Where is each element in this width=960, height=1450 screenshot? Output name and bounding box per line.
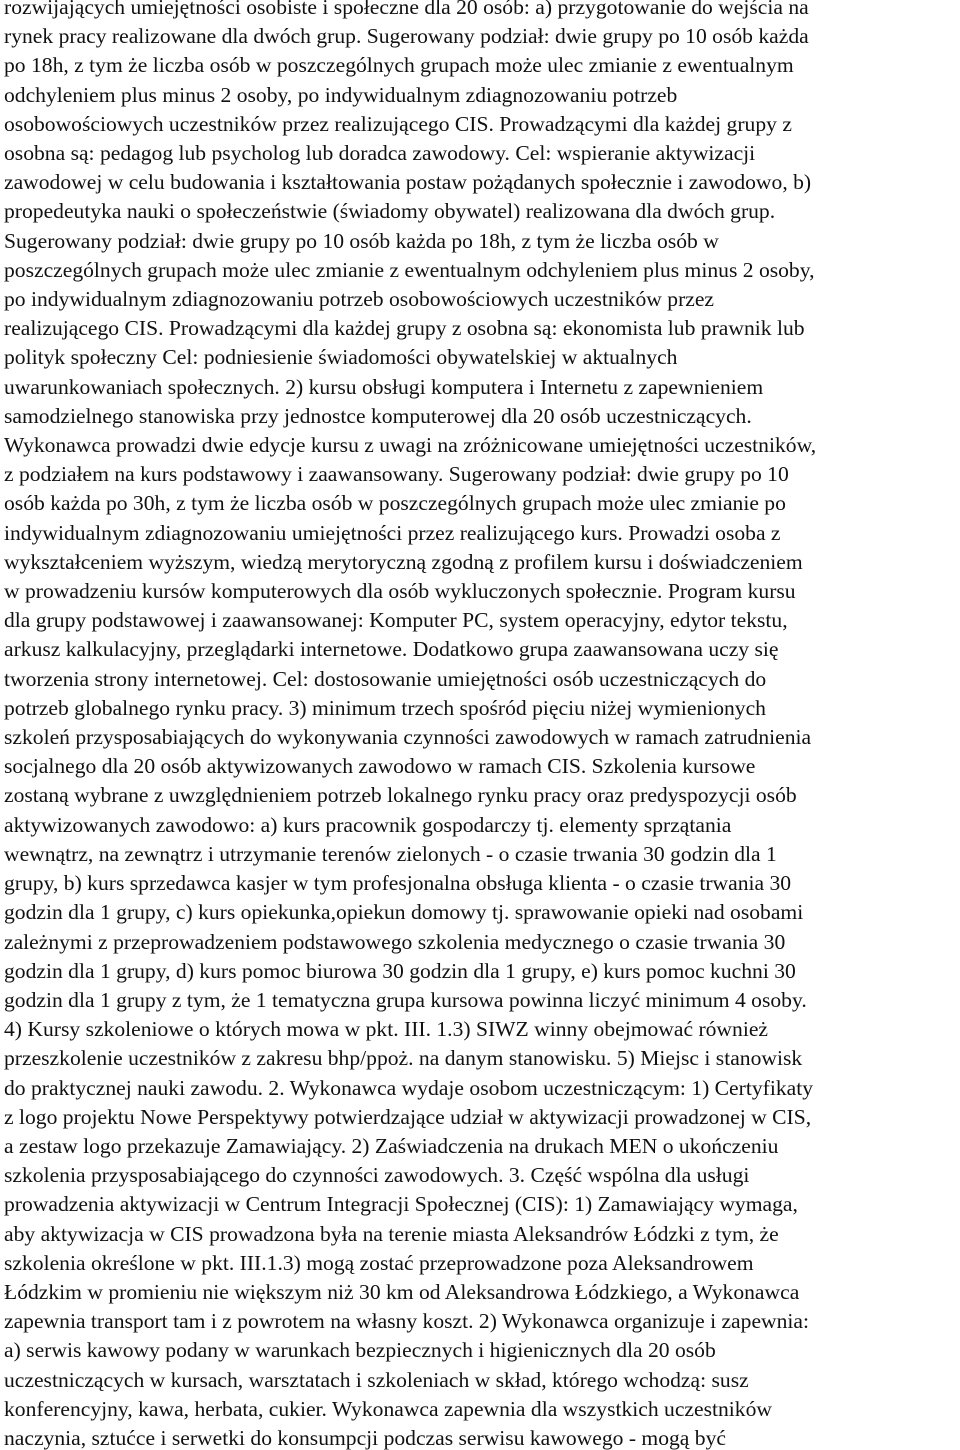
text-line: przeszkolenie uczestników z zakresu bhp/ppoż. na danym stanowisku. 5) Miejsc i stanowisk [4, 1046, 803, 1071]
text-line: konferencyjny, kawa, herbata, cukier. Wykonawca zapewnia dla wszystkich uczestników [4, 1396, 772, 1421]
text-line: osobowościowych uczestników przez realizującego CIS. Prowadzącymi dla każdej grupy z [4, 111, 792, 136]
text-line: po indywidualnym zdiagnozowaniu potrzeb osobowościowych uczestników przez [4, 287, 715, 312]
text-line: naczynia, sztućce i serwetki do konsumpcji podczas serwisu kawowego - mogą być [4, 1425, 726, 1450]
text-line: wykształceniem wyższym, wiedzą merytoryczną zgodną z profilem kursu i doświadczeniem [4, 549, 803, 574]
text-line: z podziałem na kurs podstawowy i zaawansowany. Sugerowany podział: dwie grupy po 10 [4, 462, 789, 487]
text-line: godzin dla 1 grupy, d) kurs pomoc biurowa 30 godzin dla 1 grupy, e) kurs pomoc kuchni 30 [4, 958, 796, 983]
text-line: wewnątrz, na zewnątrz i utrzymanie terenów zielonych - o czasie trwania 30 godzin dla 1 [4, 841, 777, 866]
text-line: rynek pracy realizowane dla dwóch grup. Sugerowany podział: dwie grupy po 10 osób każda [4, 24, 809, 49]
text-line: rozwijających umiejętności osobiste i społeczne dla 20 osób: a) przygotowanie do wejścia na [4, 0, 809, 19]
text-line: propedeutyka nauki o społeczeństwie (świadomy obywatel) realizowana dla dwóch grup. [4, 199, 776, 224]
body-text [4, 0, 960, 1450]
text-line: socjalnego dla 20 osób aktywizowanych zawodowo w ramach CIS. Szkolenia kursowe [4, 754, 756, 779]
text-line: samodzielnego stanowiska przy jednostce komputerowej dla 20 osób uczestniczących. [4, 403, 752, 428]
text-line: zapewnia transport tam i z powrotem na własny koszt. 2) Wykonawca organizuje i zapewnia: [4, 1309, 809, 1334]
text-line: tworzenia strony internetowej. Cel: dostosowanie umiejętności osób uczestniczących do [4, 666, 767, 691]
text-line: do praktycznej nauki zawodu. 2. Wykonawca wydaje osobom uczestniczącym: 1) Certyfikaty [4, 1075, 813, 1100]
text-line: polityk społeczny Cel: podniesienie świadomości obywatelskiej w aktualnych [4, 345, 678, 370]
text-line: grupy, b) kurs sprzedawca kasjer w tym profesjonalna obsługa klienta - o czasie trwania 30 [4, 871, 792, 896]
text-line: odchyleniem plus minus 2 osoby, po indywidualnym zdiagnozowaniu potrzeb [4, 82, 678, 107]
text-line: realizującego CIS. Prowadzącymi dla każdej grupy z osobna są: ekonomista lub prawnik lub [4, 316, 805, 341]
text-line: Sugerowany podział: dwie grupy po 10 osób każda po 18h, z tym że liczba osób w [4, 228, 719, 253]
text-line: godzin dla 1 grupy, c) kurs opiekunka,opiekun domowy tj. sprawowanie opieki nad osobami [4, 900, 804, 925]
text-line: uwarunkowaniach społecznych. 2) kursu obsługi komputera i Internetu z zapewnieniem [4, 374, 764, 399]
text-line: a zestaw logo przekazuje Zamawiający. 2) Zaświadczenia na drukach MEN o ukończeniu [4, 1133, 779, 1158]
text-line: godzin dla 1 grupy z tym, że 1 tematyczna grupa kursowa powinna liczyć minimum 4 osoby. [4, 987, 807, 1012]
text-line: 4) Kursy szkoleniowe o których mowa w pkt. III. 1.3) SIWZ winny obejmować również [4, 1017, 768, 1042]
text-line: dla grupy podstawowej i zaawansowanej: Komputer PC, system operacyjny, edytor tekstu, [4, 608, 788, 633]
text-line: potrzeb globalnego rynku pracy. 3) minimum trzech spośród pięciu niżej wymienionych [4, 695, 766, 720]
text-line: arkusz kalkulacyjny, przeglądarki internetowe. Dodatkowo grupa zaawansowana uczy się [4, 637, 779, 662]
text-line: z logo projektu Nowe Perspektywy potwierdzające udział w aktywizacji prowadzonej w CIS, [4, 1104, 812, 1129]
text-line: aby aktywizacja w CIS prowadzona była na terenie miasta Aleksandrów Łódzki z tym, że [4, 1221, 779, 1246]
text-line: osobna są: pedagog lub psycholog lub doradca zawodowy. Cel: wspieranie aktywizacji [4, 141, 756, 166]
text-line: Łódzkim w promieniu nie większym niż 30 km od Aleksandrowa Łódzkiego, a Wykonawca [4, 1279, 800, 1304]
text-line: zależnymi z przeprowadzeniem podstawowego szkolenia medycznego o czasie trwania 30 [4, 929, 786, 954]
text-line: zostaną wybrane z uwzględnieniem potrzeb lokalnego rynku pracy oraz predyspozycji osób [4, 783, 797, 808]
text-line: a) serwis kawowy podany w warunkach bezpiecznych i higienicznych dla 20 osób [4, 1338, 716, 1363]
text-line: indywidualnym zdiagnozowaniu umiejętności przez realizującego kurs. Prowadzi osoba z [4, 520, 781, 545]
text-line: szkolenia przysposabiającego do czynności zawodowych. 3. Część wspólna dla usługi [4, 1163, 750, 1188]
text-line: szkolenia określone w pkt. III.1.3) mogą zostać przeprowadzone poza Aleksandrowem [4, 1250, 754, 1275]
text-line: szkoleń przysposabiających do wykonywania czynności zawodowych w ramach zatrudnienia [4, 725, 812, 750]
text-line: aktywizowanych zawodowo: a) kurs pracownik gospodarczy tj. elementy sprzątania [4, 812, 732, 837]
text-line: w prowadzeniu kursów komputerowych dla osób wykluczonych społecznie. Program kursu [4, 579, 796, 604]
text-line: osób każda po 30h, z tym że liczba osób w poszczególnych grupach może ulec zmianie po [4, 491, 786, 516]
text-line: uczestniczących w kursach, warsztatach i szkoleniach w skład, którego wchodzą: susz [4, 1367, 749, 1392]
text-line: po 18h, z tym że liczba osób w poszczególnych grupach może ulec zmianie z ewentualnym [4, 53, 794, 78]
text-line: poszczególnych grupach może ulec zmianie z ewentualnym odchyleniem plus minus 2 osoby, [4, 257, 815, 282]
text-line: Wykonawca prowadzi dwie edycje kursu z uwagi na zróżnicowane umiejętności uczestników, [4, 433, 817, 458]
text-line: zawodowej w celu budowania i kształtowania postaw pożądanych społecznie i zawodowo, b) [4, 170, 812, 195]
text-line: prowadzenia aktywizacji w Centrum Integracji Społecznej (CIS): 1) Zamawiający wymaga, [4, 1192, 798, 1217]
